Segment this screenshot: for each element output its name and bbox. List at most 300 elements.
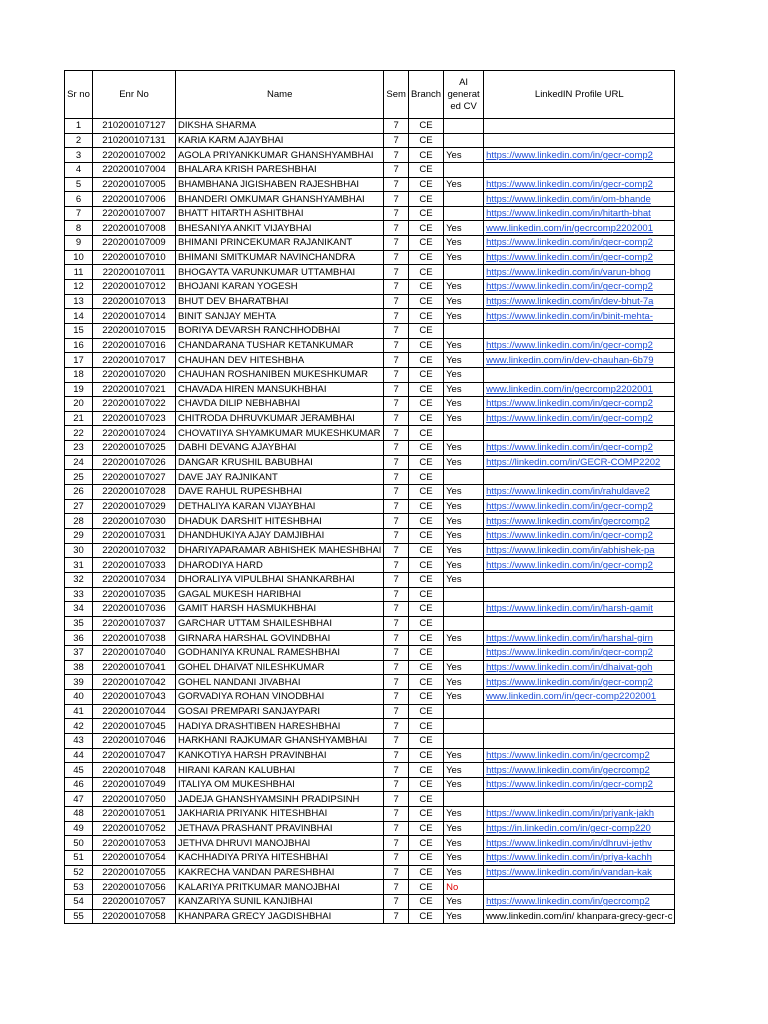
ai-cv-cell: Yes bbox=[444, 455, 484, 470]
branch-cell: CE bbox=[408, 558, 443, 573]
linkedin-url-cell[interactable]: https://linkedin.com/in/GECR-COMP2202 bbox=[484, 455, 675, 470]
linkedin-url-cell[interactable]: www.linkedin.com/in/gecrcomp2202001 bbox=[484, 382, 675, 397]
table-row bbox=[65, 338, 675, 353]
linkedin-url-cell[interactable]: https://www.linkedin.com/in/gecr-comp2 bbox=[484, 411, 675, 426]
enrollment-cell: 220200107044 bbox=[93, 704, 176, 719]
branch-cell: CE bbox=[408, 338, 443, 353]
sr-no-cell: 3 bbox=[65, 148, 93, 163]
ai-cv-cell bbox=[444, 206, 484, 221]
table-row bbox=[65, 631, 675, 646]
enrollment-cell: 220200107022 bbox=[93, 397, 176, 412]
branch-cell: CE bbox=[408, 265, 443, 280]
name-cell: CHAVDA DILIP NEBHABHAI bbox=[176, 397, 384, 412]
table-row bbox=[65, 367, 675, 382]
ai-cv-cell: Yes bbox=[444, 309, 484, 324]
enrollment-cell: 210200107131 bbox=[93, 133, 176, 148]
ai-cv-cell: Yes bbox=[444, 382, 484, 397]
linkedin-url-cell[interactable]: https://www.linkedin.com/in/gecr-comp2 bbox=[484, 397, 675, 412]
linkedin-url-cell[interactable]: www.linkedin.com/in/gecr-comp2202001 bbox=[484, 689, 675, 704]
branch-cell: CE bbox=[408, 836, 443, 851]
sr-no-cell: 4 bbox=[65, 162, 93, 177]
linkedin-url-cell[interactable]: https://www.linkedin.com/in/gecr-comp2 bbox=[484, 250, 675, 265]
branch-cell: CE bbox=[408, 485, 443, 500]
ai-cv-cell bbox=[444, 719, 484, 734]
enrollment-cell: 220200107047 bbox=[93, 748, 176, 763]
sem-cell: 7 bbox=[384, 353, 409, 368]
linkedin-url-cell[interactable]: https://www.linkedin.com/in/vandan-kak bbox=[484, 865, 675, 880]
table-row bbox=[65, 411, 675, 426]
ai-cv-cell: Yes bbox=[444, 236, 484, 251]
table-row bbox=[65, 675, 675, 690]
sr-no-cell: 14 bbox=[65, 309, 93, 324]
name-cell: BHIMANI PRINCEKUMAR RAJANIKANT bbox=[176, 236, 384, 251]
name-cell: GORVADIYA ROHAN VINODBHAI bbox=[176, 689, 384, 704]
header-branch: Branch bbox=[408, 71, 443, 119]
name-cell: CHANDARANA TUSHAR KETANKUMAR bbox=[176, 338, 384, 353]
sem-cell: 7 bbox=[384, 441, 409, 456]
ai-cv-cell bbox=[444, 646, 484, 661]
enrollment-cell: 220200107017 bbox=[93, 353, 176, 368]
ai-cv-cell: Yes bbox=[444, 763, 484, 778]
sr-no-cell: 50 bbox=[65, 836, 93, 851]
table-row bbox=[65, 602, 675, 617]
branch-cell: CE bbox=[408, 646, 443, 661]
branch-cell: CE bbox=[408, 323, 443, 338]
linkedin-url-cell[interactable]: https://www.linkedin.com/in/gecrcomp2 bbox=[484, 748, 675, 763]
ai-cv-cell: Yes bbox=[444, 689, 484, 704]
sr-no-cell: 33 bbox=[65, 587, 93, 602]
ai-cv-cell: Yes bbox=[444, 660, 484, 675]
linkedin-url-cell[interactable]: https://www.linkedin.com/in/dev-bhut-7a bbox=[484, 294, 675, 309]
header-enr-no: Enr No bbox=[93, 71, 176, 119]
sr-no-cell: 38 bbox=[65, 660, 93, 675]
table-row bbox=[65, 851, 675, 866]
sem-cell: 7 bbox=[384, 719, 409, 734]
sem-cell: 7 bbox=[384, 880, 409, 895]
branch-cell: CE bbox=[408, 851, 443, 866]
ai-cv-cell bbox=[444, 265, 484, 280]
sr-no-cell: 51 bbox=[65, 851, 93, 866]
linkedin-url-cell[interactable]: https://in.linkedin.com/in/gecr-comp220 bbox=[484, 821, 675, 836]
table-row bbox=[65, 192, 675, 207]
branch-cell: CE bbox=[408, 294, 443, 309]
ai-cv-cell: Yes bbox=[444, 294, 484, 309]
linkedin-url-cell bbox=[484, 704, 675, 719]
sem-cell: 7 bbox=[384, 909, 409, 924]
enrollment-cell: 210200107127 bbox=[93, 119, 176, 134]
table-row bbox=[65, 689, 675, 704]
name-cell: KHANPARA GRECY JAGDISHBHAI bbox=[176, 909, 384, 924]
ai-cv-cell: Yes bbox=[444, 807, 484, 822]
enrollment-cell: 220200107014 bbox=[93, 309, 176, 324]
sem-cell: 7 bbox=[384, 514, 409, 529]
branch-cell: CE bbox=[408, 192, 443, 207]
linkedin-url-cell[interactable]: https://www.linkedin.com/in/harsh-gamit bbox=[484, 602, 675, 617]
name-cell: ITALIYA OM MUKESHBHAI bbox=[176, 777, 384, 792]
sem-cell: 7 bbox=[384, 470, 409, 485]
linkedin-url-cell[interactable]: https://www.linkedin.com/in/gecr-comp2 bbox=[484, 558, 675, 573]
sem-cell: 7 bbox=[384, 851, 409, 866]
ai-cv-cell: Yes bbox=[444, 543, 484, 558]
table-row bbox=[65, 382, 675, 397]
ai-cv-cell: Yes bbox=[444, 514, 484, 529]
enrollment-cell: 220200107037 bbox=[93, 616, 176, 631]
sr-no-cell: 44 bbox=[65, 748, 93, 763]
enrollment-cell: 220200107025 bbox=[93, 441, 176, 456]
name-cell: KACHHADIYA PRIYA HITESHBHAI bbox=[176, 851, 384, 866]
branch-cell: CE bbox=[408, 236, 443, 251]
branch-cell: CE bbox=[408, 543, 443, 558]
branch-cell: CE bbox=[408, 206, 443, 221]
sem-cell: 7 bbox=[384, 689, 409, 704]
table-row bbox=[65, 777, 675, 792]
linkedin-url-cell[interactable]: www.linkedin.com/in/dev-chauhan-6b79 bbox=[484, 353, 675, 368]
name-cell: GODHANIYA KRUNAL RAMESHBHAI bbox=[176, 646, 384, 661]
enrollment-cell: 220200107034 bbox=[93, 572, 176, 587]
table-row bbox=[65, 616, 675, 631]
enrollment-cell: 220200107008 bbox=[93, 221, 176, 236]
name-cell: BHOJANI KARAN YOGESH bbox=[176, 280, 384, 295]
name-cell: DHORALIYA VIPULBHAI SHANKARBHAI bbox=[176, 572, 384, 587]
linkedin-url-cell bbox=[484, 162, 675, 177]
sem-cell: 7 bbox=[384, 323, 409, 338]
linkedin-url-cell bbox=[484, 367, 675, 382]
linkedin-url-cell[interactable]: www.linkedin.com/in/gecrcomp2202001 bbox=[484, 221, 675, 236]
sem-cell: 7 bbox=[384, 455, 409, 470]
ai-cv-cell: Yes bbox=[444, 865, 484, 880]
linkedin-url-cell[interactable]: https://www.linkedin.com/in/dhaivat-goh bbox=[484, 660, 675, 675]
branch-cell: CE bbox=[408, 616, 443, 631]
name-cell: JAKHARIA PRIYANK HITESHBHAI bbox=[176, 807, 384, 822]
enrollment-cell: 220200107028 bbox=[93, 485, 176, 500]
name-cell: DABHI DEVANG AJAYBHAI bbox=[176, 441, 384, 456]
sem-cell: 7 bbox=[384, 236, 409, 251]
enrollment-cell: 220200107002 bbox=[93, 148, 176, 163]
linkedin-url-cell[interactable]: https://www.linkedin.com/in/dhruvi-jethv bbox=[484, 836, 675, 851]
header-linkedin-url: LinkedIN Profile URL bbox=[484, 71, 675, 119]
ai-cv-cell bbox=[444, 426, 484, 441]
branch-cell: CE bbox=[408, 280, 443, 295]
branch-cell: CE bbox=[408, 719, 443, 734]
sr-no-cell: 35 bbox=[65, 616, 93, 631]
enrollment-cell: 220200107043 bbox=[93, 689, 176, 704]
sr-no-cell: 49 bbox=[65, 821, 93, 836]
name-cell: GOHEL DHAIVAT NILESHKUMAR bbox=[176, 660, 384, 675]
linkedin-url-cell[interactable]: https://www.linkedin.com/in/gecr-comp2 bbox=[484, 280, 675, 295]
ai-cv-cell: Yes bbox=[444, 558, 484, 573]
branch-cell: CE bbox=[408, 689, 443, 704]
branch-cell: CE bbox=[408, 675, 443, 690]
branch-cell: CE bbox=[408, 807, 443, 822]
enrollment-cell: 220200107035 bbox=[93, 587, 176, 602]
sem-cell: 7 bbox=[384, 675, 409, 690]
sr-no-cell: 16 bbox=[65, 338, 93, 353]
header-ai-cv: AI generat ed CV bbox=[444, 71, 484, 119]
linkedin-url-cell[interactable]: https://www.linkedin.com/in/gecrcomp2 bbox=[484, 763, 675, 778]
table-row bbox=[65, 909, 675, 924]
linkedin-url-cell[interactable]: https://www.linkedin.com/in/gecr-comp2 bbox=[484, 338, 675, 353]
enrollment-cell: 220200107048 bbox=[93, 763, 176, 778]
branch-cell: CE bbox=[408, 733, 443, 748]
sr-no-cell: 23 bbox=[65, 441, 93, 456]
table-row bbox=[65, 485, 675, 500]
linkedin-url-cell[interactable]: https://www.linkedin.com/in/priyank-jakh bbox=[484, 807, 675, 822]
linkedin-url-cell[interactable]: https://www.linkedin.com/in/gecr-comp2 bbox=[484, 177, 675, 192]
ai-cv-cell: Yes bbox=[444, 280, 484, 295]
sr-no-cell: 47 bbox=[65, 792, 93, 807]
enrollment-cell: 220200107027 bbox=[93, 470, 176, 485]
table-row bbox=[65, 148, 675, 163]
sem-cell: 7 bbox=[384, 865, 409, 880]
linkedin-url-cell[interactable]: https://www.linkedin.com/in/gecr-comp2 bbox=[484, 148, 675, 163]
table-row bbox=[65, 646, 675, 661]
ai-cv-cell bbox=[444, 323, 484, 338]
linkedin-url-cell bbox=[484, 470, 675, 485]
ai-cv-cell: Yes bbox=[444, 909, 484, 924]
name-cell: CHAUHAN DEV HITESHBHA bbox=[176, 353, 384, 368]
enrollment-cell: 220200107015 bbox=[93, 323, 176, 338]
enrollment-cell: 220200107046 bbox=[93, 733, 176, 748]
linkedin-url-cell[interactable]: https://www.linkedin.com/in/gecr-comp2 bbox=[484, 499, 675, 514]
enrollment-cell: 220200107005 bbox=[93, 177, 176, 192]
sem-cell: 7 bbox=[384, 148, 409, 163]
student-table bbox=[64, 70, 675, 924]
branch-cell: CE bbox=[408, 865, 443, 880]
enrollment-cell: 220200107033 bbox=[93, 558, 176, 573]
sem-cell: 7 bbox=[384, 177, 409, 192]
sem-cell: 7 bbox=[384, 162, 409, 177]
sr-no-cell: 52 bbox=[65, 865, 93, 880]
sem-cell: 7 bbox=[384, 587, 409, 602]
sr-no-cell: 40 bbox=[65, 689, 93, 704]
branch-cell: CE bbox=[408, 792, 443, 807]
sr-no-cell: 48 bbox=[65, 807, 93, 822]
branch-cell: CE bbox=[408, 514, 443, 529]
branch-cell: CE bbox=[408, 177, 443, 192]
linkedin-url-cell[interactable]: https://www.linkedin.com/in/gecrcomp2 bbox=[484, 514, 675, 529]
ai-cv-cell: No bbox=[444, 880, 484, 895]
sem-cell: 7 bbox=[384, 221, 409, 236]
name-cell: DANGAR KRUSHIL BABUBHAI bbox=[176, 455, 384, 470]
name-cell: DHANDHUKIYA AJAY DAMJIBHAI bbox=[176, 528, 384, 543]
enrollment-cell: 220200107009 bbox=[93, 236, 176, 251]
branch-cell: CE bbox=[408, 499, 443, 514]
linkedin-url-cell[interactable]: https://www.linkedin.com/in/rahuldave2 bbox=[484, 485, 675, 500]
name-cell: AGOLA PRIYANKKUMAR GHANSHYAMBHAI bbox=[176, 148, 384, 163]
sem-cell: 7 bbox=[384, 807, 409, 822]
name-cell: KALARIYA PRITKUMAR MANOJBHAI bbox=[176, 880, 384, 895]
linkedin-url-cell[interactable]: https://www.linkedin.com/in/varun-bhog bbox=[484, 265, 675, 280]
enrollment-cell: 220200107041 bbox=[93, 660, 176, 675]
ai-cv-cell: Yes bbox=[444, 894, 484, 909]
name-cell: BHALARA KRISH PARESHBHAI bbox=[176, 162, 384, 177]
ai-cv-cell: Yes bbox=[444, 177, 484, 192]
enrollment-cell: 220200107054 bbox=[93, 851, 176, 866]
sr-no-cell: 46 bbox=[65, 777, 93, 792]
sr-no-cell: 28 bbox=[65, 514, 93, 529]
sem-cell: 7 bbox=[384, 192, 409, 207]
branch-cell: CE bbox=[408, 528, 443, 543]
ai-cv-cell: Yes bbox=[444, 675, 484, 690]
name-cell: JETHVA DHRUVI MANOJBHAI bbox=[176, 836, 384, 851]
table-row bbox=[65, 704, 675, 719]
linkedin-url-cell[interactable]: https://www.linkedin.com/in/binit-mehta- bbox=[484, 309, 675, 324]
ai-cv-cell: Yes bbox=[444, 221, 484, 236]
linkedin-url-cell[interactable]: https://www.linkedin.com/in/abhishek-pa bbox=[484, 543, 675, 558]
linkedin-url-cell bbox=[484, 880, 675, 895]
sem-cell: 7 bbox=[384, 338, 409, 353]
enrollment-cell: 220200107053 bbox=[93, 836, 176, 851]
sr-no-cell: 20 bbox=[65, 397, 93, 412]
table-row bbox=[65, 719, 675, 734]
ai-cv-cell bbox=[444, 192, 484, 207]
name-cell: BHUT DEV BHARATBHAI bbox=[176, 294, 384, 309]
table-row bbox=[65, 514, 675, 529]
enrollment-cell: 220200107007 bbox=[93, 206, 176, 221]
linkedin-url-cell bbox=[484, 616, 675, 631]
name-cell: KANZARIYA SUNIL KANJIBHAI bbox=[176, 894, 384, 909]
enrollment-cell: 220200107024 bbox=[93, 426, 176, 441]
sr-no-cell: 31 bbox=[65, 558, 93, 573]
sr-no-cell: 7 bbox=[65, 206, 93, 221]
table-row bbox=[65, 265, 675, 280]
ai-cv-cell: Yes bbox=[444, 748, 484, 763]
sem-cell: 7 bbox=[384, 309, 409, 324]
linkedin-url-cell[interactable]: https://www.linkedin.com/in/gecr-comp2 bbox=[484, 236, 675, 251]
linkedin-url-cell[interactable]: https://www.linkedin.com/in/harshal-girn bbox=[484, 631, 675, 646]
sr-no-cell: 32 bbox=[65, 572, 93, 587]
table-row bbox=[65, 236, 675, 251]
name-cell: GOSAI PREMPARI SANJAYPARI bbox=[176, 704, 384, 719]
table-row bbox=[65, 587, 675, 602]
ai-cv-cell: Yes bbox=[444, 338, 484, 353]
enrollment-cell: 220200107030 bbox=[93, 514, 176, 529]
name-cell: DAVE JAY RAJNIKANT bbox=[176, 470, 384, 485]
table-row bbox=[65, 206, 675, 221]
sem-cell: 7 bbox=[384, 660, 409, 675]
name-cell: BHATT HITARTH ASHITBHAI bbox=[176, 206, 384, 221]
enrollment-cell: 220200107011 bbox=[93, 265, 176, 280]
ai-cv-cell bbox=[444, 704, 484, 719]
linkedin-url-cell[interactable]: https://www.linkedin.com/in/priya-kachh bbox=[484, 851, 675, 866]
branch-cell: CE bbox=[408, 455, 443, 470]
sr-no-cell: 17 bbox=[65, 353, 93, 368]
enrollment-cell: 220200107056 bbox=[93, 880, 176, 895]
linkedin-url-cell[interactable]: www.linkedin.com/in/ khanpara-grecy-gecr-c bbox=[484, 909, 675, 924]
linkedin-url-cell[interactable]: https://www.linkedin.com/in/gecr-comp2 bbox=[484, 675, 675, 690]
sr-no-cell: 34 bbox=[65, 602, 93, 617]
ai-cv-cell bbox=[444, 133, 484, 148]
name-cell: BHESANIYA ANKIT VIJAYBHAI bbox=[176, 221, 384, 236]
ai-cv-cell bbox=[444, 119, 484, 134]
linkedin-url-cell[interactable]: https://www.linkedin.com/in/gecr-comp2 bbox=[484, 777, 675, 792]
name-cell: DHARODIYA HARD bbox=[176, 558, 384, 573]
branch-cell: CE bbox=[408, 162, 443, 177]
sem-cell: 7 bbox=[384, 265, 409, 280]
sr-no-cell: 24 bbox=[65, 455, 93, 470]
linkedin-url-cell bbox=[484, 133, 675, 148]
sr-no-cell: 45 bbox=[65, 763, 93, 778]
linkedin-url-cell[interactable]: https://www.linkedin.com/in/gecr-comp2 bbox=[484, 528, 675, 543]
sr-no-cell: 41 bbox=[65, 704, 93, 719]
table-row bbox=[65, 807, 675, 822]
linkedin-url-cell[interactable]: https://www.linkedin.com/in/hitarth-bhat bbox=[484, 206, 675, 221]
table-row bbox=[65, 280, 675, 295]
enrollment-cell: 220200107013 bbox=[93, 294, 176, 309]
table-row bbox=[65, 426, 675, 441]
linkedin-url-cell[interactable]: https://www.linkedin.com/in/om-bhande bbox=[484, 192, 675, 207]
enrollment-cell: 220200107042 bbox=[93, 675, 176, 690]
branch-cell: CE bbox=[408, 572, 443, 587]
branch-cell: CE bbox=[408, 704, 443, 719]
enrollment-cell: 220200107016 bbox=[93, 338, 176, 353]
enrollment-cell: 220200107058 bbox=[93, 909, 176, 924]
table-body bbox=[65, 119, 675, 924]
linkedin-url-cell bbox=[484, 572, 675, 587]
name-cell: JETHAVA PRASHANT PRAVINBHAI bbox=[176, 821, 384, 836]
table-row bbox=[65, 792, 675, 807]
sem-cell: 7 bbox=[384, 206, 409, 221]
linkedin-url-cell[interactable]: https://www.linkedin.com/in/gecr-comp2 bbox=[484, 646, 675, 661]
branch-cell: CE bbox=[408, 660, 443, 675]
table-row bbox=[65, 353, 675, 368]
sem-cell: 7 bbox=[384, 894, 409, 909]
name-cell: BINIT SANJAY MEHTA bbox=[176, 309, 384, 324]
enrollment-cell: 220200107023 bbox=[93, 411, 176, 426]
table-row bbox=[65, 865, 675, 880]
name-cell: DAVE RAHUL RUPESHBHAI bbox=[176, 485, 384, 500]
table-row bbox=[65, 177, 675, 192]
ai-cv-cell: Yes bbox=[444, 836, 484, 851]
sem-cell: 7 bbox=[384, 499, 409, 514]
sem-cell: 7 bbox=[384, 792, 409, 807]
table-row bbox=[65, 455, 675, 470]
linkedin-url-cell[interactable]: https://www.linkedin.com/in/gecr-comp2 bbox=[484, 441, 675, 456]
sem-cell: 7 bbox=[384, 485, 409, 500]
branch-cell: CE bbox=[408, 587, 443, 602]
sem-cell: 7 bbox=[384, 426, 409, 441]
table-row bbox=[65, 528, 675, 543]
ai-cv-cell: Yes bbox=[444, 353, 484, 368]
sr-no-cell: 21 bbox=[65, 411, 93, 426]
sem-cell: 7 bbox=[384, 294, 409, 309]
ai-cv-cell: Yes bbox=[444, 250, 484, 265]
table-row bbox=[65, 309, 675, 324]
sr-no-cell: 37 bbox=[65, 646, 93, 661]
table-row bbox=[65, 836, 675, 851]
sr-no-cell: 25 bbox=[65, 470, 93, 485]
sem-cell: 7 bbox=[384, 646, 409, 661]
enrollment-cell: 220200107055 bbox=[93, 865, 176, 880]
header-sr-no: Sr no bbox=[65, 71, 93, 119]
table-row bbox=[65, 748, 675, 763]
table-row bbox=[65, 441, 675, 456]
sem-cell: 7 bbox=[384, 382, 409, 397]
ai-cv-cell bbox=[444, 162, 484, 177]
enrollment-cell: 220200107021 bbox=[93, 382, 176, 397]
sr-no-cell: 1 bbox=[65, 119, 93, 134]
name-cell: KAKRECHA VANDAN PARESHBHAI bbox=[176, 865, 384, 880]
enrollment-cell: 220200107006 bbox=[93, 192, 176, 207]
branch-cell: CE bbox=[408, 411, 443, 426]
linkedin-url-cell[interactable]: https://www.linkedin.com/in/gecrcomp2 bbox=[484, 894, 675, 909]
branch-cell: CE bbox=[408, 777, 443, 792]
enrollment-cell: 220200107032 bbox=[93, 543, 176, 558]
table-row bbox=[65, 119, 675, 134]
branch-cell: CE bbox=[408, 763, 443, 778]
enrollment-cell: 220200107020 bbox=[93, 367, 176, 382]
sr-no-cell: 39 bbox=[65, 675, 93, 690]
